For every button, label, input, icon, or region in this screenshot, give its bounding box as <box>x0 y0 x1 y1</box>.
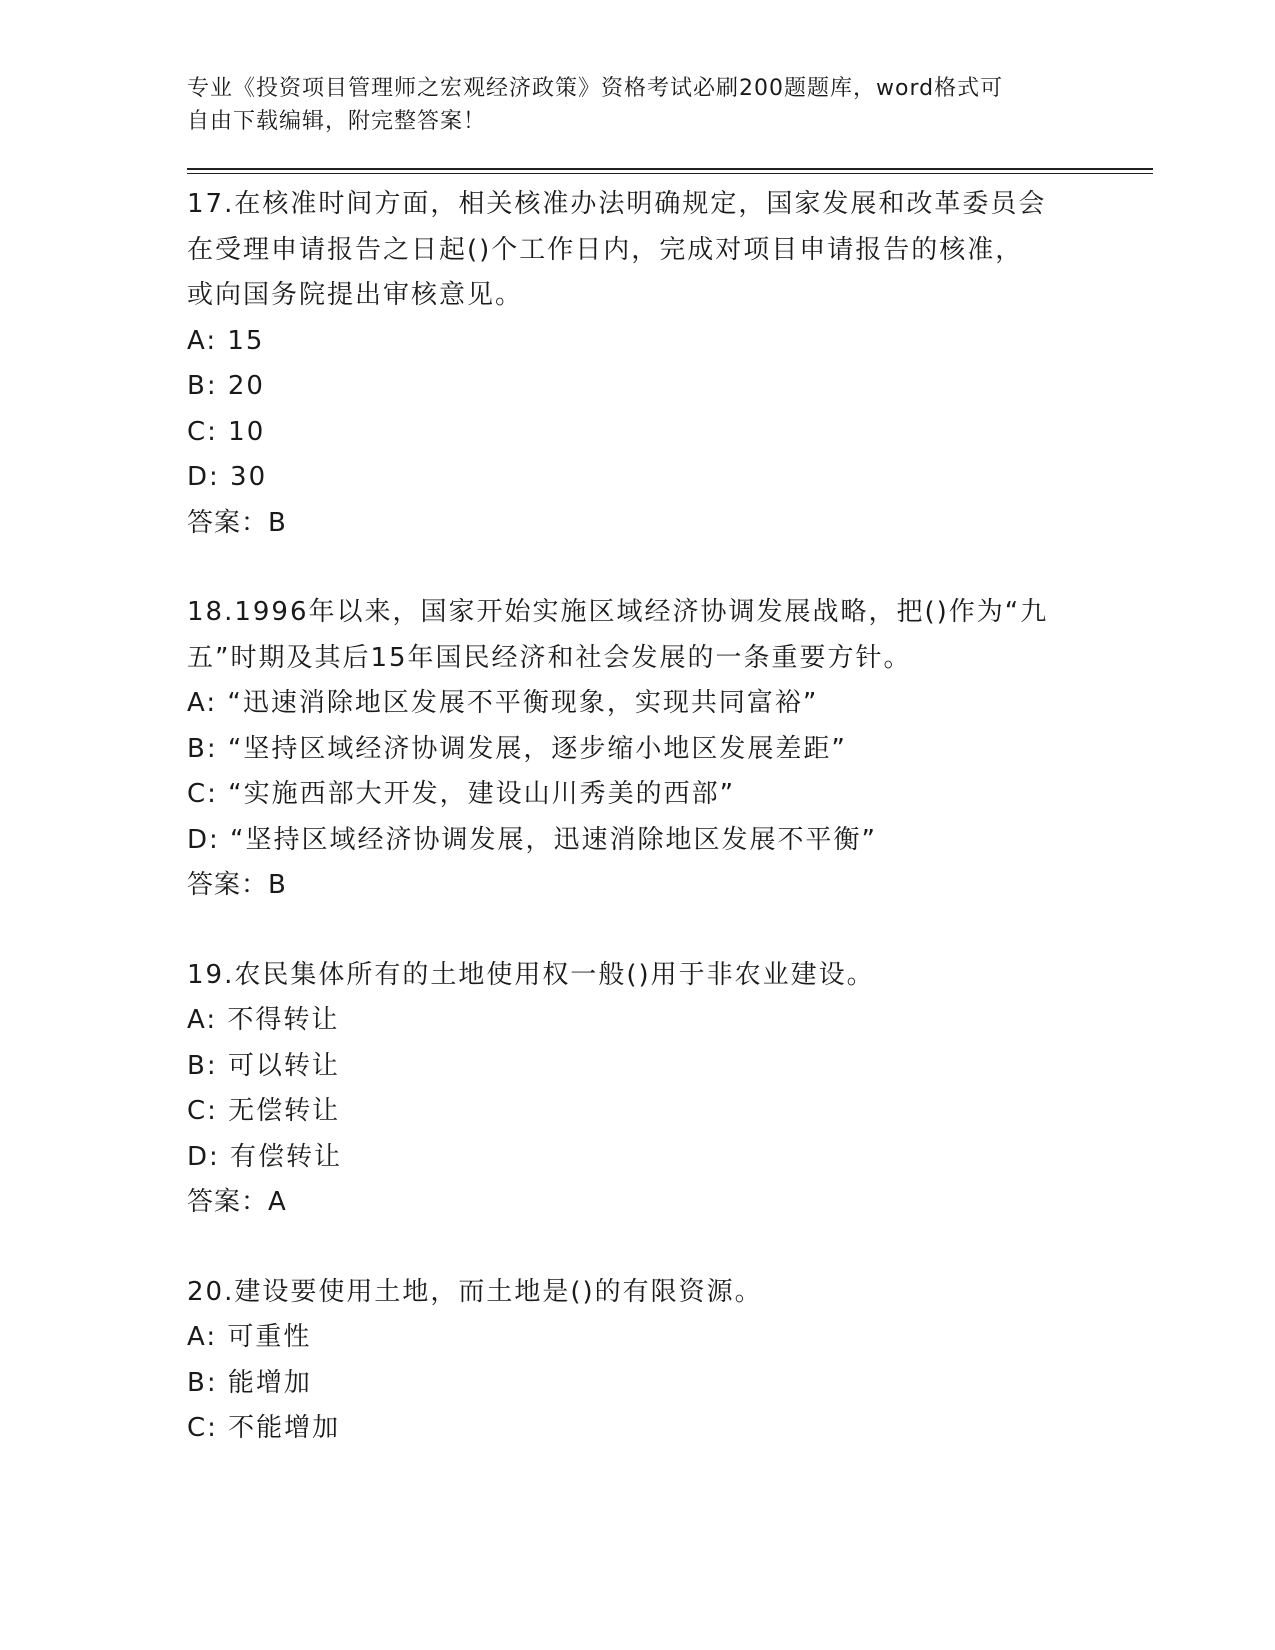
document-header-line-2: 自由下载编辑，附完整答案！ <box>187 109 487 134</box>
answer-value: B <box>268 507 287 538</box>
option-a: A: 15 <box>187 325 265 356</box>
question-stem-line: 在受理申请报告之日起()个工作日内，完成对项目申请报告的核准， <box>187 234 1024 265</box>
answer-label: 答案： <box>187 1187 269 1217</box>
question-stem-line: 或向国务院提出审核意见。 <box>187 280 524 310</box>
question-stem-line: 19.农民集体所有的土地使用权一般()用于非农业建设。 <box>187 959 875 990</box>
answer <box>187 863 1153 909</box>
answer-value: A <box>268 1187 287 1217</box>
option-a: A: 可重性 <box>187 1322 312 1352</box>
option-d: D: 30 <box>187 462 268 492</box>
question-stem-line: 18.1996年以来，国家开始实施区域经济协调发展战略，把()作为“九 <box>187 597 1049 627</box>
option-c: C: “实施西部大开发，建设山川秀美的西部” <box>187 779 736 809</box>
question-stem-line: 17.在核准时间方面，相关核准办法明确规定，国家发展和改革委员会 <box>187 189 1047 219</box>
answer-value: B <box>268 870 287 900</box>
answer-label: 答案： <box>187 507 269 538</box>
option-b: B: 可以转让 <box>187 1050 340 1081</box>
option-d: D: “坚持区域经济协调发展，迅速消除地区发展不平衡” <box>187 824 877 855</box>
option-d: D: 有偿转让 <box>187 1141 343 1172</box>
option-c: C: 无偿转让 <box>187 1096 341 1126</box>
option-b: B: 20 <box>187 371 265 401</box>
header-divider <box>187 168 1153 174</box>
question-17 <box>187 182 1153 546</box>
answer-label: 答案： <box>187 870 269 900</box>
option-b: B: “坚持区域经济协调发展，逐步缩小地区发展差距” <box>187 733 847 764</box>
question-stem-line: 五”时期及其后15年国民经济和社会发展的一条重要方针。 <box>187 642 912 673</box>
answer <box>187 501 1153 547</box>
question-stem-line: 20.建设要使用土地，而土地是()的有限资源。 <box>187 1276 763 1307</box>
question-19 <box>187 953 1153 1226</box>
document-page <box>187 72 1153 1452</box>
option-a: A: “迅速消除地区发展不平衡现象，实现共同富裕” <box>187 688 819 718</box>
document-header-line-1: 专业《投资项目管理师之宏观经济政策》资格考试必刷200题题库，word格式可 <box>187 76 1004 101</box>
option-c: C: 10 <box>187 416 266 447</box>
option-c: C: 不能增加 <box>187 1413 341 1443</box>
option-a: A: 不得转让 <box>187 1005 340 1035</box>
answer <box>187 1180 1153 1226</box>
question-20 <box>187 1270 1153 1452</box>
option-b: B: 能增加 <box>187 1367 312 1398</box>
question-18 <box>187 590 1153 909</box>
